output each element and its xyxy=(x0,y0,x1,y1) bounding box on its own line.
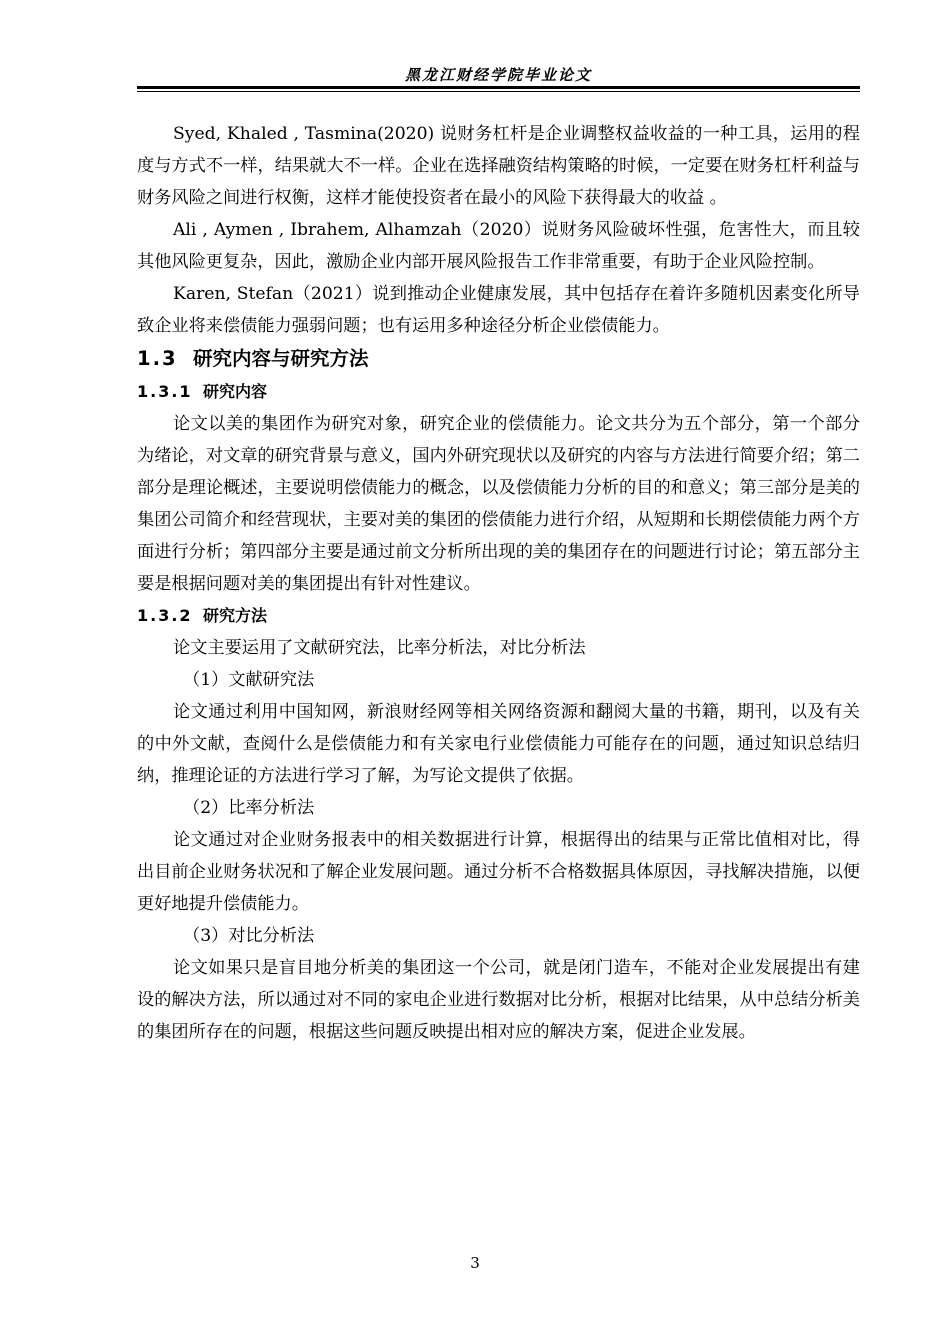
paragraph-method-literature: 论文通过利用中国知网，新浪财经网等相关网络资源和翻阅大量的书籍，期刊，以及有关的中外文献，查阅什么是偿债能力和有关家电行业偿债能力可能存在的问题，通过知识总结归纳，推理论证的方法进行学习了解，为写论文提供了依据。 xyxy=(137,702,860,786)
subsection-number: 1.3.2 xyxy=(137,606,193,625)
method-label-comparison: （3）对比分析法 xyxy=(183,926,315,946)
subsection-heading-1-3-2 xyxy=(137,600,860,632)
section-title: 研究内容与研究方法 xyxy=(193,347,369,370)
section-number: 1.3 xyxy=(137,347,178,370)
subsection-number: 1.3.1 xyxy=(137,382,193,401)
paragraph-methods-intro: 论文主要运用了文献研究法，比率分析法，对比分析法 xyxy=(173,638,586,658)
subsection-title: 研究方法 xyxy=(203,606,268,625)
paragraph-method-comparison: 论文如果只是盲目地分析美的集团这一个公司，就是闭门造车，不能对企业发展提出有建设的解决方法，所以通过对不同的家电企业进行数据对比分析，根据对比结果，从中总结分析美的集团所存在的问题，根据这些问题反映提出相对应的解决方案，促进企业发展。 xyxy=(137,958,860,1042)
method-label-literature: （1）文献研究法 xyxy=(183,670,315,690)
section-heading-1-3 xyxy=(137,342,860,376)
paragraph-research-content: 论文以美的集团作为研究对象，研究企业的偿债能力。论文共分为五个部分，第一个部分为绪论，对文章的研究背景与意义，国内外研究现状以及研究的内容与方法进行简要介绍；第二部分是理论概述，主要说明偿债能力的概念，以及偿债能力分析的目的和意义；第三部分是美的集团公司简介和经营现状，主要对美的集团的偿债能力进行介绍，从短期和长期偿债能力两个方面进行分析；第四部分主要是通过前文分析所出现的美的集团存在的问题进行讨论；第五部分主要是根据问题对美的集团提出有针对性建议。 xyxy=(137,414,860,594)
paragraph-karen: Karen, Stefan（2021）说到推动企业健康发展，其中包括存在着许多随机因素变化所导致企业将来偿债能力强弱问题；也有运用多种途径分析企业偿债能力。 xyxy=(137,284,860,336)
header-rule-thick xyxy=(137,86,860,89)
subsection-heading-1-3-1 xyxy=(137,376,860,408)
header-title: 黑龙江财经学院毕业论文 xyxy=(404,66,592,84)
document-body xyxy=(137,118,860,1048)
header-rule-thin xyxy=(137,91,860,92)
method-label-ratio: （2）比率分析法 xyxy=(183,798,315,818)
paragraph-method-ratio: 论文通过对企业财务报表中的相关数据进行计算，根据得出的结果与正常比值相对比，得出目前企业财务状况和了解企业发展问题。通过分析不合格数据具体原因，寻找解决措施，以便更好地提升偿债能力。 xyxy=(137,830,860,914)
page-number: 3 xyxy=(470,1254,480,1272)
subsection-title: 研究内容 xyxy=(203,382,268,401)
paragraph-syed: Syed, Khaled , Tasmina(2020) 说财务杠杆是企业调整权益收益的一种工具，运用的程度与方式不一样，结果就大不一样。企业在选择融资结构策略的时候，一定要在财务杠杆利益与财务风险之间进行权衡，这样才能使投资者在最小的风险下获得最大的收益 。 xyxy=(137,124,860,208)
paragraph-ali: Ali , Aymen , Ibrahem, Alhamzah（2020）说财务风险破坏性强，危害性大，而且较其他风险更复杂，因此，激励企业内部开展风险报告工作非常重要，有助于企业风险控制。 xyxy=(137,220,860,272)
